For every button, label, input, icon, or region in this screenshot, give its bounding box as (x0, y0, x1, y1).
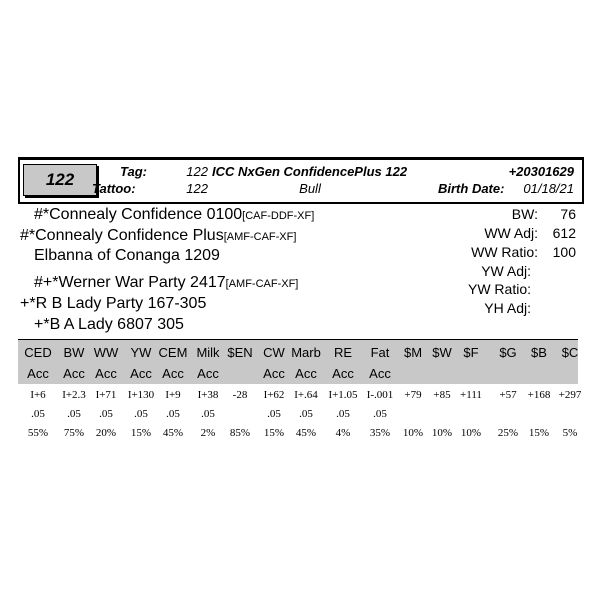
tattoo-label: Tattoo: (92, 181, 136, 196)
epd-percentile-9: 4% (335, 427, 351, 439)
epd-acc-label-8: Acc (295, 366, 317, 381)
pedigree-name: #*Connealy Confidence Plus (20, 227, 224, 244)
epd-acc-label-0: Acc (27, 366, 49, 381)
pedigree-name: +*B A Lady 6807 305 (34, 316, 184, 333)
pedigree-dam-sire (34, 274, 298, 293)
epd-acc-label-10: Acc (369, 366, 391, 381)
pedigree-codes: [AMF-CAF-XF] (225, 278, 299, 290)
tag-label: Tag: (120, 164, 147, 179)
epd-acc-label-4: Acc (162, 366, 184, 381)
epd-trait-13: $F (463, 345, 479, 360)
epd-percentile-15: 15% (528, 427, 550, 439)
epd-value-16: +297 (558, 389, 582, 401)
epd-trait-5: Milk (196, 345, 220, 360)
pedigree-codes: [CAF-DDF-XF] (242, 210, 315, 222)
epd-trait-3: YW (130, 345, 152, 360)
epd-accuracy-1: .05 (67, 408, 81, 420)
pedigree-codes: [AMF-CAF-XF] (223, 231, 297, 243)
epd-value-1: I+2.3 (62, 389, 86, 401)
pedigree-name: +*R B Lady Party 167-305 (20, 295, 207, 312)
epd-percentile-7: 15% (263, 427, 285, 439)
epd-trait-14: $G (499, 345, 517, 360)
epd-acc-label-row (18, 366, 582, 382)
epd-trait-1: BW (63, 345, 85, 360)
epd-percentile-4: 45% (162, 427, 184, 439)
epd-value-13: +111 (460, 389, 482, 401)
animal-sex: Bull (299, 181, 321, 196)
epd-trait-15: $B (531, 345, 547, 360)
yw-adj-label: YW Adj: (481, 263, 531, 279)
pedigree-sire (20, 227, 296, 246)
epd-accuracy-9: .05 (336, 408, 350, 420)
pedigree-dam-dam (34, 316, 184, 335)
epd-accuracy-7: .05 (267, 408, 281, 420)
epd-accuracy-10: .05 (373, 408, 387, 420)
epd-value-10: I-.001 (366, 389, 394, 401)
epd-percentile-8: 45% (295, 427, 317, 439)
lot-card (18, 157, 582, 444)
pedigree-name: Elbanna of Conanga 1209 (34, 247, 220, 264)
tattoo-value: 122 (186, 181, 208, 196)
birth-date-label: Birth Date: (438, 181, 505, 196)
epd-percentile-11: 10% (402, 427, 424, 439)
epd-percentile-16: 5% (562, 427, 578, 439)
epd-percentile-5: 2% (200, 427, 216, 439)
pedigree-sire-dam (34, 247, 220, 266)
lot-number: 122 (23, 164, 97, 196)
ww-ratio-value: 100 (552, 244, 576, 260)
bw-label: BW: (511, 206, 538, 222)
epd-acc-label-5: Acc (197, 366, 219, 381)
epd-trait-4: CEM (158, 345, 188, 360)
epd-value-row (18, 389, 582, 405)
epd-value-6: -28 (232, 389, 248, 401)
epd-value-11: +79 (404, 389, 422, 401)
epd-accuracy-2: .05 (99, 408, 113, 420)
epd-percentile-12: 10% (431, 427, 453, 439)
epd-trait-6: $EN (227, 345, 253, 360)
epd-value-15: +168 (527, 389, 551, 401)
ww-ratio-label: WW Ratio: (471, 244, 538, 260)
epd-value-7: I+62 (263, 389, 285, 401)
epd-trait-0: CED (24, 345, 52, 360)
epd-percentile-0: 55% (27, 427, 49, 439)
animal-name: ICC NxGen ConfidencePlus 122 (212, 164, 408, 179)
epd-value-0: I+6 (30, 389, 46, 401)
epd-accuracy-8: .05 (299, 408, 313, 420)
epd-value-14: +57 (499, 389, 517, 401)
epd-acc-label-9: Acc (332, 366, 354, 381)
epd-percentile-6: 85% (229, 427, 251, 439)
epd-trait-2: WW (93, 345, 119, 360)
epd-accuracy-3: .05 (134, 408, 148, 420)
epd-accuracy-0: .05 (31, 408, 45, 420)
epd-trait-8: Marb (291, 345, 321, 360)
ww-adj-value: 612 (552, 225, 576, 241)
epd-trait-row (18, 345, 582, 361)
epd-trait-16: $C (561, 345, 579, 360)
epd-acc-label-7: Acc (263, 366, 285, 381)
epd-trait-12: $W (432, 345, 452, 360)
epd-value-9: I+1.05 (328, 389, 358, 401)
epd-trait-10: Fat (370, 345, 390, 360)
epd-accuracy-row (18, 408, 582, 424)
epd-value-3: I+130 (127, 389, 155, 401)
registration-number: +20301629 (508, 164, 574, 179)
epd-percentile-3: 15% (130, 427, 152, 439)
epd-percentile-2: 20% (95, 427, 117, 439)
epd-trait-9: RE (333, 345, 353, 360)
epd-percentile-1: 75% (63, 427, 85, 439)
pedigree-name: #*Connealy Confidence 0100 (34, 206, 243, 223)
epd-trait-7: CW (263, 345, 285, 360)
epd-acc-label-3: Acc (130, 366, 152, 381)
epd-acc-label-2: Acc (95, 366, 117, 381)
tag-value: 122 (186, 164, 208, 179)
epd-accuracy-4: .05 (166, 408, 180, 420)
epd-percentile-14: 25% (497, 427, 519, 439)
epd-value-5: I+38 (197, 389, 219, 401)
epd-value-12: +85 (433, 389, 451, 401)
pedigree-dam (20, 295, 206, 314)
yh-adj-label: YH Adj: (484, 300, 531, 316)
epd-acc-label-1: Acc (63, 366, 85, 381)
epd-value-4: I+9 (165, 389, 181, 401)
yw-ratio-label: YW Ratio: (467, 281, 531, 297)
pedigree-name: #+*Werner War Party 2417 (34, 274, 226, 291)
epd-value-8: I+.64 (294, 389, 318, 401)
bw-value: 76 (560, 206, 576, 222)
epd-accuracy-5: .05 (201, 408, 215, 420)
birth-date: 01/18/21 (523, 181, 574, 196)
ww-adj-label: WW Adj: (484, 225, 538, 241)
epd-percentile-13: 10% (460, 427, 482, 439)
epd-value-2: I+71 (95, 389, 117, 401)
pedigree-sire-sire (34, 206, 314, 225)
epd-percentile-10: 35% (369, 427, 391, 439)
lot-header (18, 157, 584, 204)
epd-trait-11: $M (403, 345, 423, 360)
epd-percentile-row (18, 427, 582, 443)
